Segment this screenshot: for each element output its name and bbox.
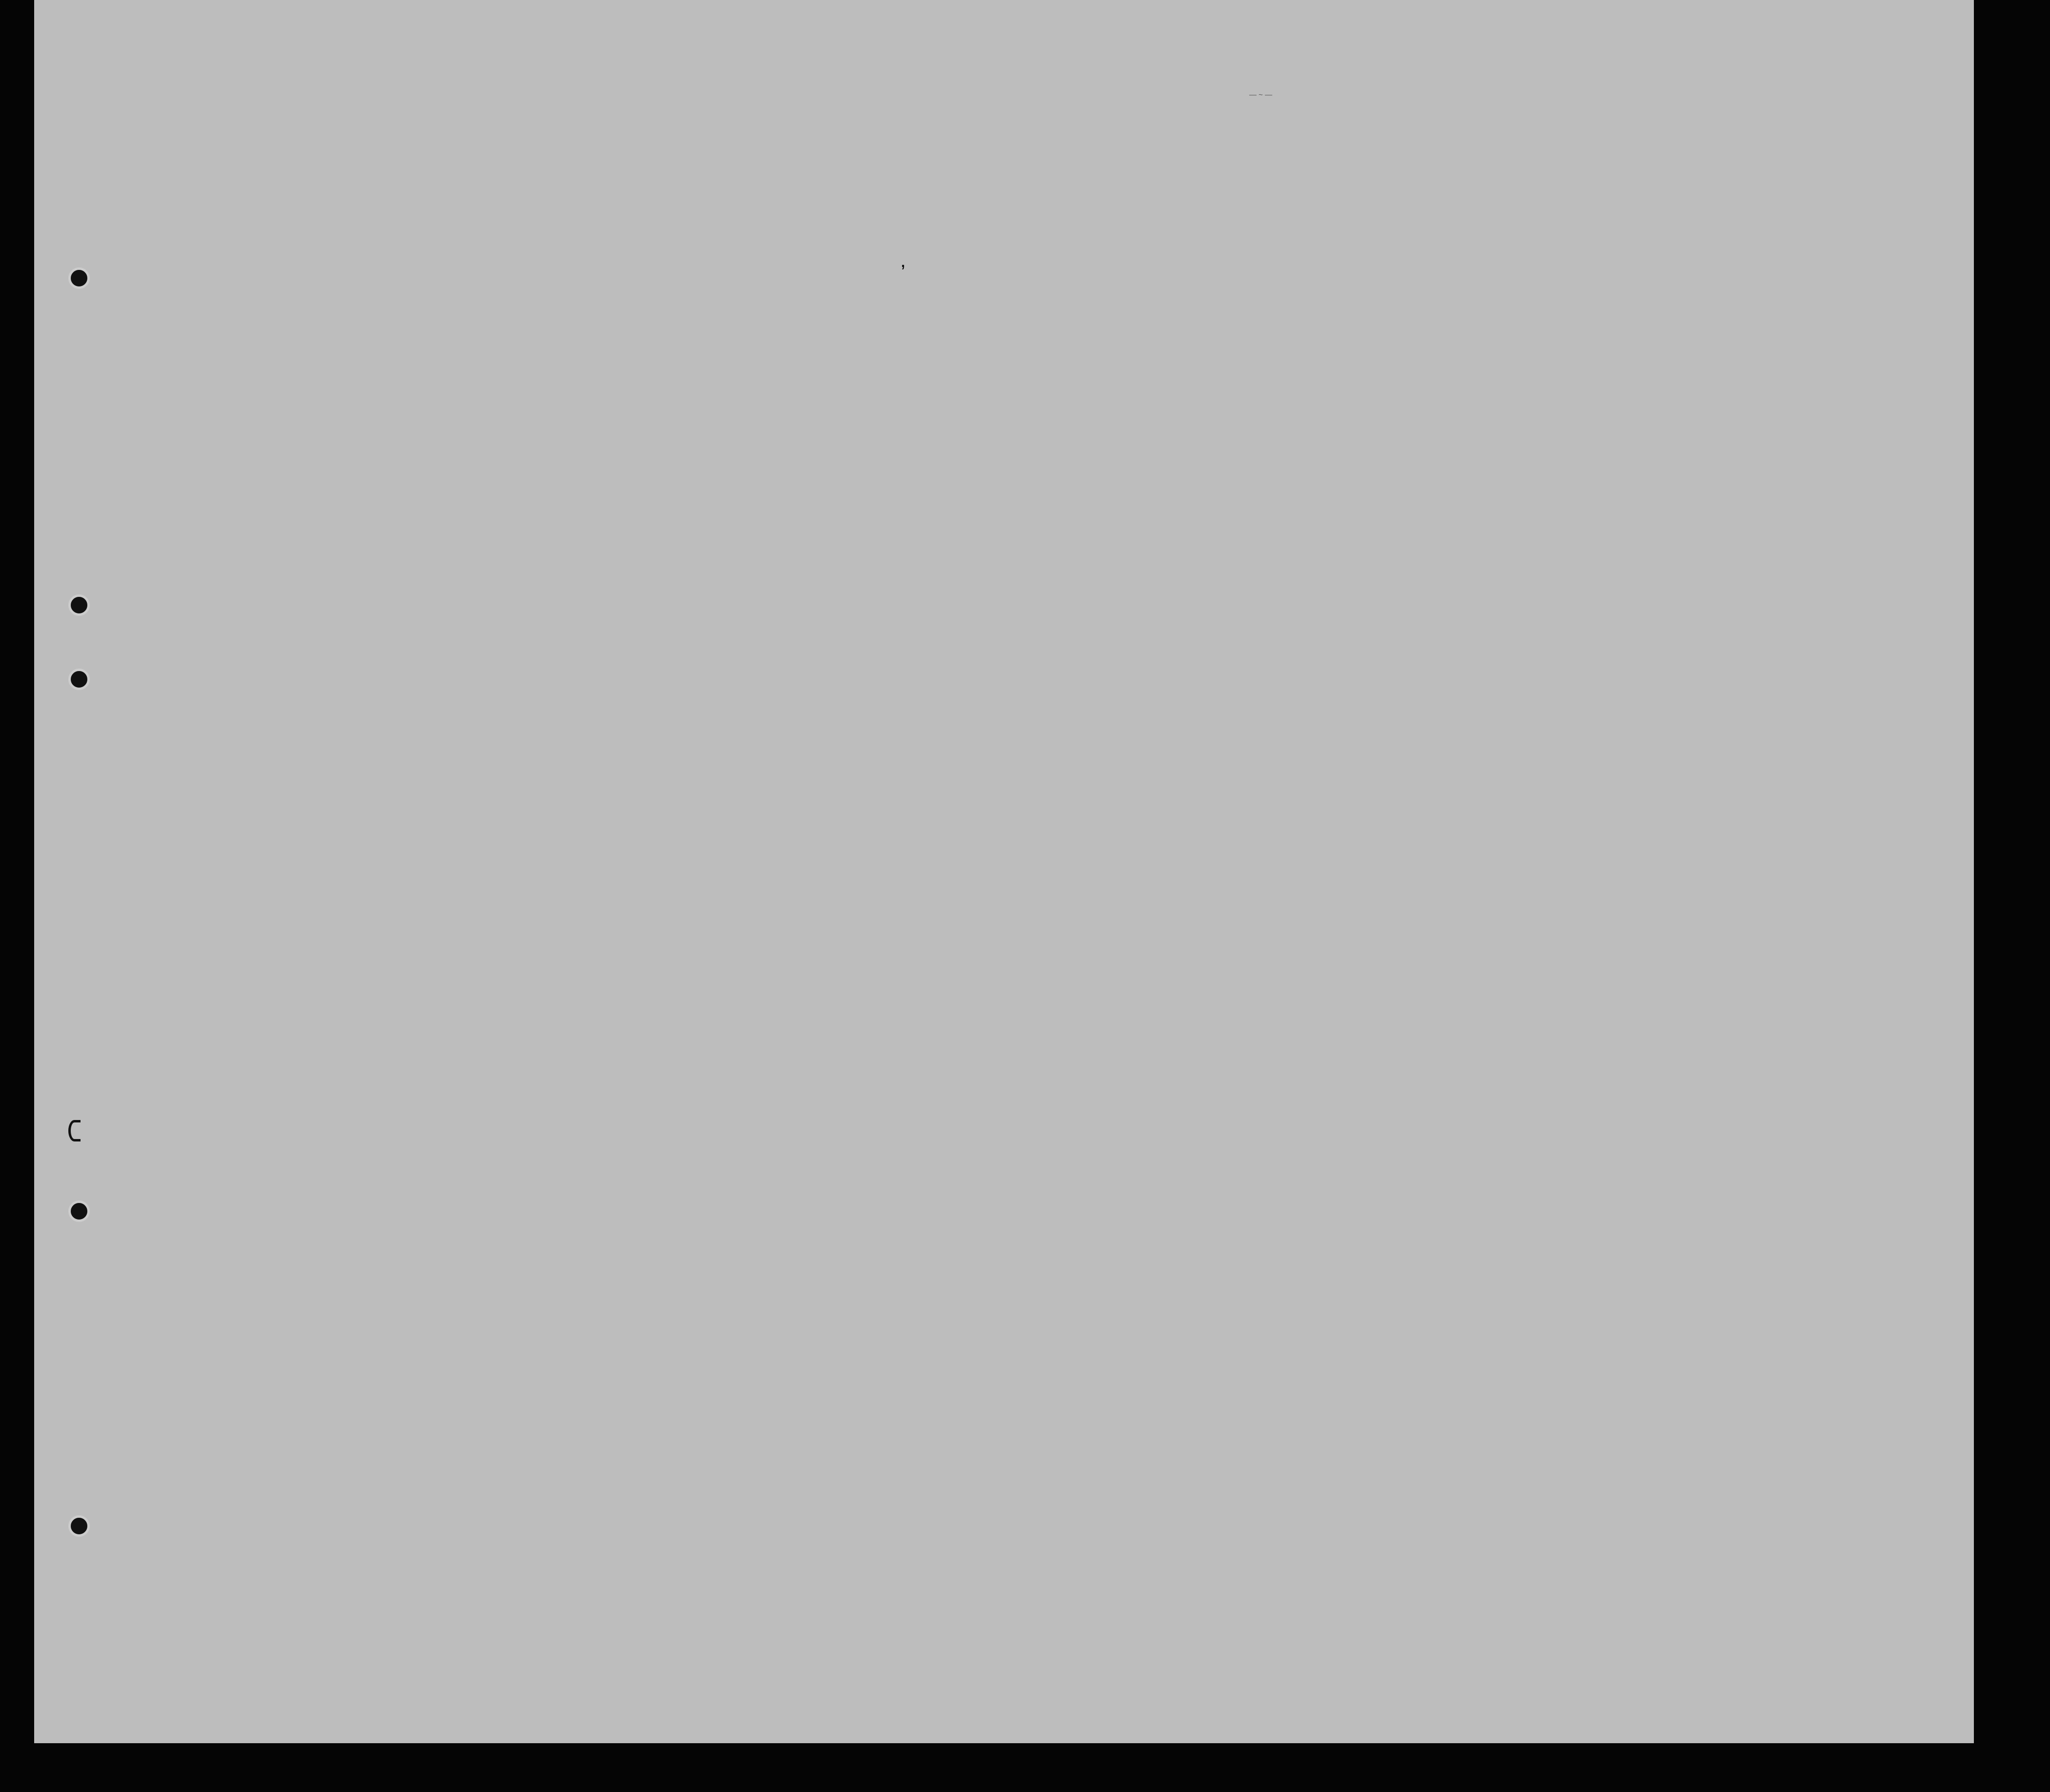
form-grid: [34, 0, 1974, 1743]
manifest-sheet: [34, 0, 1974, 1743]
binder-hole: [68, 1515, 90, 1537]
binder-hole: [68, 1120, 81, 1141]
comma-1: ,: [900, 250, 906, 271]
stamp-mark: — ~ —: [1249, 91, 1273, 99]
binder-hole: [68, 1201, 90, 1222]
binder-hole: [68, 669, 90, 690]
binder-hole: [68, 594, 90, 616]
binder-hole: [68, 267, 90, 289]
